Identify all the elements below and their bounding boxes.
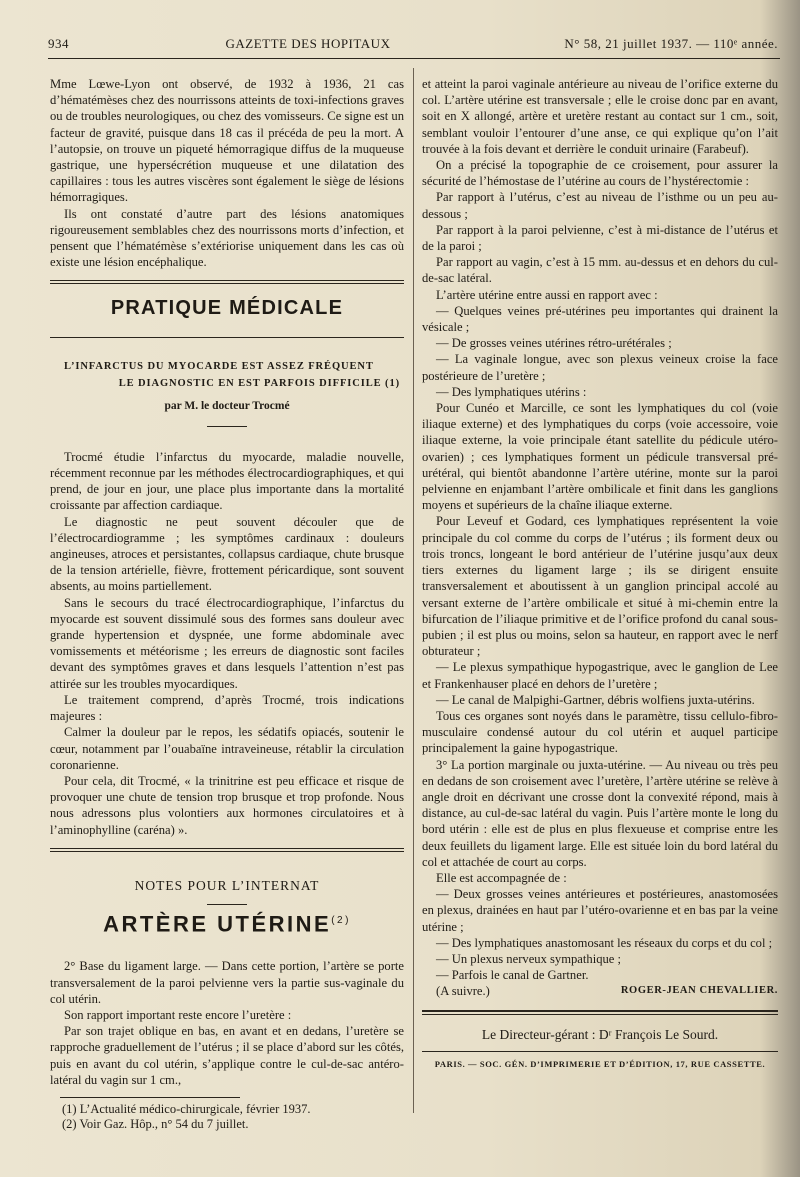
short-rule: [207, 426, 247, 427]
list-item: — Le plexus sympathique hypogastrique, avec le ganglion de Lee et Frankenhauser placé en dehors de l’uretère ;: [422, 660, 778, 691]
article-paragraph: Sans le secours du tracé électrocardiographique, l’infarctus du myocarde est souvent dissimulé sous des formes sans douleur avec grande hypertension et dyspnée, une forme abdominale avec vomissements et météorisme ; les erreurs de diagnostic sont faciles devant des symptômes graves et dans lesquels l’attention n’est pas attirée sur les troubles myocardiques.: [50, 595, 404, 691]
printer-line: PARIS. — SOC. GÉN. D’IMPRIMERIE ET D’ÉDITION, 17, RUE CASSETTE.: [434, 1058, 766, 1069]
short-rule: [207, 904, 247, 905]
article-paragraph: Le traitement comprend, d’après Trocmé, trois indications majeures :: [50, 692, 404, 724]
internat-title: NOTES POUR L’INTERNAT: [134, 877, 320, 893]
list-item: — De grosses veines utérines rétro-urétérales ;: [436, 336, 672, 351]
to-follow-note: (A suivre.): [436, 984, 490, 999]
article-paragraph: 3° La portion marginale ou juxta-utérine. — Au niveau ou très peu en dedans de son croisement avec l’uretère, l’artère utérine se relève à angle droit en décrivant une crosse dont la convexité répond, mais à distance, au cul-de-sac latéral du vagin. Puis l’artère monte le long du bord utérin : elle est de plus en plus flexueuse et comprise entre les deux feuillets du ligament large. Elle est située loin du bord latéral du col et attachée de court au corps.: [422, 757, 778, 869]
header-rule: [48, 58, 780, 59]
article-paragraph: Trocmé étudie l’infarctus du myocarde, maladie nouvelle, récemment reconnue par les méthodes électrocardiographiques, et qui prend, de jour en jour, une place plus importante dans la mortalité croissante par affection cardiaque.: [50, 449, 404, 513]
article-paragraph: Pour Leveuf et Godard, ces lymphatiques représentent la voie principale du col comme du corps de l’utérus ; ils forment deux ou trois troncs, longeant le bord antérieur de l’utérine jusqu’aux deux tiers externes du ligament large ; ils se dirigent ensuite transversalement et aboutissent à un ganglion principal accolé au versant externe de l’artère ombilicale et situé à mi-chemin entre la bifurcation de l’iliaque primitive et de l’orifice profond du canal sous-pubien ; il est plus ou moins, selon sa hauteur, en rapport avec le nerf obturateur ;: [422, 514, 778, 659]
printer-rule: [422, 1051, 778, 1052]
artere-paragraph: 2° Base du ligament large. — Dans cette portion, l’artère se porte transversalement de la paroi pelvienne vers la partie sus-vaginale du col utérin.: [50, 959, 404, 1006]
article-paragraph: Par rapport à la paroi pelvienne, c’est à mi-distance de l’utérus et de la paroi ;: [422, 222, 778, 254]
page-number: 934: [48, 36, 69, 51]
list-item: — Un plexus nerveux sympathique ;: [436, 951, 622, 966]
article-paragraph: et atteint la paroi vaginale antérieure au niveau de l’orifice externe du col. L’artère utérine est transversale ; elle le croise donc par en avant, soit en X allongé, artère et uretère restant au contact sur 1 cm., soit, semblant vouloir l’entourer d’une anse, ce qui explique qu’on l’ait trouvée à la fois devant et derrière le conduit urinaire (Farabeuf).: [422, 77, 778, 156]
article-heading: LE DIAGNOSTIC EN EST PARFOIS DIFFICILE (1): [118, 377, 400, 389]
article-author: par M. le docteur Trocmé: [164, 399, 290, 412]
end-rule: [422, 1014, 778, 1015]
list-item: — Deux grosses veines antérieures et postérieures, anastomosées en plexus, drainées en haut par l’utéro-ovarienne et en bas par la veine utérine ;: [422, 887, 778, 934]
intro-paragraph: Mme Lœwe-Lyon ont observé, de 1932 à 1936, 21 cas d’hématémèses chez des nourrissons atteints de toxi-infections graves ou de troubles neurologiques, ou chez des vomisseurs. Ce signe est un facteur de gravité, puisque dans 18 cas il précéda de peu la mort. A l’autopsie, on trouve un piqueté hémorragique diffus de la muqueuse gastrique, une hypersécrétion muqueuse et une dilatation des capillaires : tous les autres viscères sont également le siège de lésions hémorragiques.: [50, 77, 404, 205]
list-item: — Des lymphatiques utérins :: [436, 384, 587, 399]
artere-title-text: ARTÈRE UTÉRINE: [103, 911, 332, 937]
article-heading: L’INFARCTUS DU MYOCARDE EST ASSEZ FRÉQUENT: [64, 360, 374, 372]
list-item: — Quelques veines pré-utérines peu importantes qui drainent la vésicale ;: [422, 303, 778, 335]
list-item: — Le canal de Malpighi-Gartner, débris wolfiens juxta-utérins.: [436, 692, 755, 707]
section-rule: [50, 848, 404, 852]
author-signature: ROGER-JEAN CHEVALLIER.: [620, 985, 778, 997]
list-item: — La vaginale longue, avec son plexus veineux croise la face postérieure de l’uretère ;: [422, 352, 778, 383]
section-rule: [50, 337, 404, 338]
list-item: — Parfois le canal de Gartner.: [436, 968, 589, 983]
artere-title: [50, 911, 404, 937]
article-paragraph: Le diagnostic ne peut souvent découler que de l’électrocardiogramme ; les symptômes cardinaux : douleurs angineuses, atroces et persistantes, collapsus cardiaque, chute brusque de la tension artérielle, fièvre, frottement péricardique, sont souvent absents, au moins partiellement.: [50, 514, 404, 594]
article-paragraph: Elle est accompagnée de :: [436, 870, 567, 885]
end-rule: [422, 1010, 778, 1012]
article-paragraph: On a précisé la topographie de ce croisement, pour assurer la sécurité de l’hémostase de l’utérine au cours de l’hystérectomie :: [422, 158, 778, 189]
footnote-rule: [60, 1097, 240, 1098]
intro-paragraph: Ils ont constaté d’autre part des lésions anatomiques rigoureusement semblables chez des nourrissons morts d’infection, et pensent que l’hématémèse s’extériorise uniquement dans les cas où existe une lésion encéphalique.: [50, 206, 404, 270]
artere-footnote-ref: (2): [331, 914, 351, 926]
signature-line: [422, 983, 778, 999]
right-column: [422, 76, 778, 1072]
artere-paragraph: Son rapport important reste encore l’uretère :: [64, 1008, 292, 1023]
article-paragraph: Par rapport à l’utérus, c’est au niveau de l’isthme ou un peu au-dessous ;: [422, 190, 778, 221]
article-paragraph: Pour cela, dit Trocmé, « la trinitrine est peu efficace et risque de provoquer une chute de tension trop brusque et trop profonde. Nous nous adressons plus volontiers aux hormones circulatoires et à l’aminophylline (caréna) ».: [50, 773, 404, 837]
page-header: [48, 36, 778, 52]
director-line: Le Directeur-gérant : Dʳ François Le Sourd.: [481, 1026, 719, 1042]
section-title: PRATIQUE MÉDICALE: [110, 297, 344, 320]
section-rule: [50, 280, 404, 284]
article-paragraph: L’artère utérine entre aussi en rapport avec :: [436, 287, 658, 302]
article-paragraph: Calmer la douleur par le repos, les sédatifs opiacés, soutenir le cœur, notamment par l’ouabaïne intraveineuse, rétablir la circulation coronarienne.: [50, 725, 404, 772]
column-divider: [413, 68, 414, 1113]
article-paragraph: Par rapport au vagin, c’est à 15 mm. au-dessus et en dehors du cul-de-sac latéral.: [422, 255, 778, 286]
article-paragraph: Tous ces organes sont noyés dans le paramètre, tissu cellulo-fibro-musculaire condensé autour du col utérin et auquel participe principalement la gaine hypogastrique.: [422, 708, 778, 756]
left-column: [50, 76, 404, 1088]
issue-info: N° 58, 21 juillet 1937. — 110ᵉ année.: [564, 36, 778, 51]
footnote: (2) Voir Gaz. Hôp., n° 54 du 7 juillet.: [62, 1117, 249, 1131]
artere-paragraph: Par son trajet oblique en bas, en avant et en dedans, l’uretère se rapproche graduellement de l’utérus ; il se place d’abord sur les côtés, puis en avant du col utérin, s’applique contre le cul-de-sac antéro-latéral du vagin sur 1 cm.,: [50, 1024, 404, 1087]
footnotes: [62, 1102, 402, 1132]
article-paragraph: Pour Cunéo et Marcille, ce sont les lymphatiques du col (voie iliaque externe) et des lymphatiques du corps (voie accessoire, voie iliaque externe, la voie principale étant satellite du pédicule utéro-ovarien) ; ces lymphatiques forment un pédicule transversal pré-urétéral, qui bientôt abandonne l’artère utérine, monte sur la paroi pelvienne en enjambant l’artère ombilicale et finit dans les ganglions moyens et supérieurs de la chaîne iliaque externe.: [422, 401, 778, 513]
journal-title: GAZETTE DES HOPITAUX: [225, 36, 391, 51]
list-item: — Des lymphatiques anastomosant les réseaux du corps et du col ;: [436, 935, 773, 950]
footnote: (1) L’Actualité médico-chirurgicale, février 1937.: [62, 1102, 311, 1116]
